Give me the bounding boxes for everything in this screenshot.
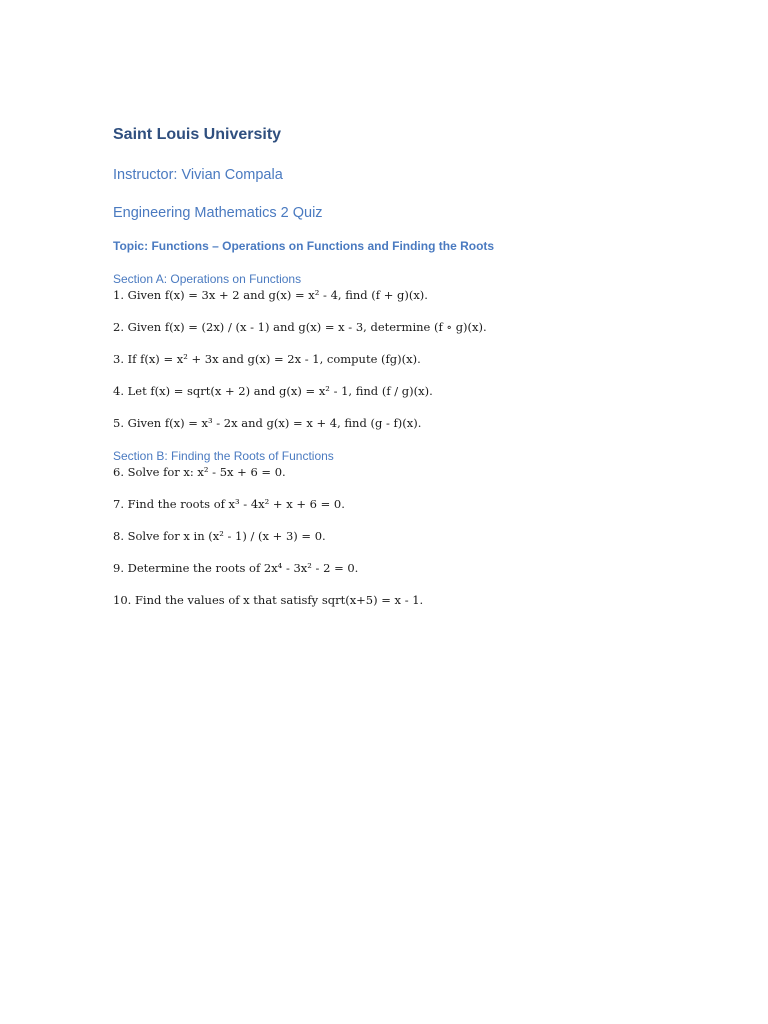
section-b bbox=[113, 448, 713, 608]
topic-heading: Topic: Functions – Operations on Functions and Finding the Roots bbox=[113, 239, 495, 253]
question-2: 2. Given f(x) = (2x) / (x - 1) and g(x) = x - 3, determine (f ∘ g)(x). bbox=[113, 320, 487, 334]
question-9: 9. Determine the roots of 2x⁴ - 3x² - 2 = 0. bbox=[113, 561, 359, 575]
document-content bbox=[113, 124, 713, 608]
course-heading: Engineering Mathematics 2 Quiz bbox=[113, 205, 323, 221]
university-heading: Saint Louis University bbox=[113, 126, 282, 143]
question-3: 3. If f(x) = x² + 3x and g(x) = 2x - 1, compute (fg)(x). bbox=[113, 352, 421, 366]
instructor-heading: Instructor: Vivian Compala bbox=[113, 167, 283, 183]
question-10: 10. Find the values of x that satisfy sqrt(x+5) = x - 1. bbox=[113, 593, 424, 607]
question-7: 7. Find the roots of x³ - 4x² + x + 6 = 0. bbox=[113, 497, 345, 511]
section-a bbox=[113, 271, 713, 431]
question-5: 5. Given f(x) = x³ - 2x and g(x) = x + 4, find (g - f)(x). bbox=[113, 416, 422, 430]
question-8: 8. Solve for x in (x² - 1) / (x + 3) = 0. bbox=[113, 529, 326, 543]
section-a-title: Section A: Operations on Functions bbox=[113, 272, 302, 286]
question-1: 1. Given f(x) = 3x + 2 and g(x) = x² - 4, find (f + g)(x). bbox=[113, 288, 428, 302]
section-b-title: Section B: Finding the Roots of Functions bbox=[113, 449, 334, 463]
question-6: 6. Solve for x: x² - 5x + 6 = 0. bbox=[113, 465, 286, 479]
question-4: 4. Let f(x) = sqrt(x + 2) and g(x) = x² - 1, find (f / g)(x). bbox=[113, 384, 433, 398]
